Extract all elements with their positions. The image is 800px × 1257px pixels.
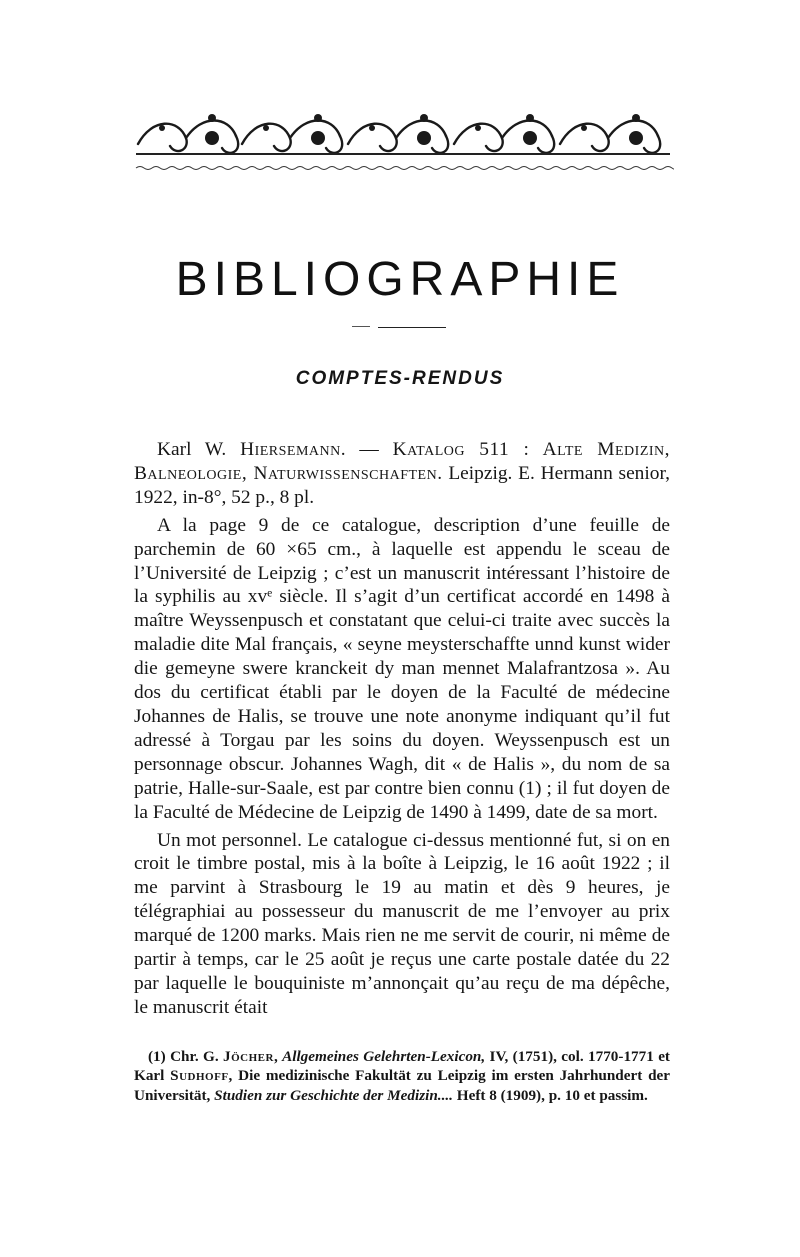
page-title: BIBLIOGRAPHIE bbox=[175, 253, 625, 306]
footnote-mid-1: IV, (1751), col. 1770-1771 et Karl bbox=[134, 1048, 670, 1085]
footnote-work-1: Allgemeines Gelehrten-Lexicon, bbox=[282, 1048, 486, 1065]
entry-catalog-title: Katalog 511 : Alte Medizin, Balneologie, Naturwissenschaften. bbox=[134, 439, 670, 484]
entry-imprint: Leipzig. E. Hermann senior, 1922, in-8°, 52 p., 8 pl. bbox=[134, 462, 670, 508]
entry-dash: . — bbox=[340, 439, 393, 460]
footnote-1 bbox=[134, 1047, 670, 1105]
decorative-headpiece-ornament bbox=[132, 108, 674, 172]
footnote-prefix: (1) Chr. G. bbox=[148, 1048, 223, 1065]
footnote-work-2: Studien zur Geschichte der Medizin.... bbox=[214, 1086, 453, 1104]
paragraph-description: A la page 9 de ce catalogue, description d’une feuille de parchemin de 60 ×65 cm., à laquelle est appendu le sceau de l’Université de Leipzig ; c’est un manuscrit intéressant l’histoire de la syphilis au xvᵉ siècle. Il s’agit d’un certificat accordé en 1498 à maître Weyssenpusch et constatant que celui-ci traite avec succès la maladie dite Mal français, « seyne meysterschaffte unnd kunst wider die gemeyne swere kranckeit dy man mennet Malafrantzosa ». Au dos du certificat établi par le doyen de la Faculté de médecine Johannes de Halis, se trouve une note anonyme indiquant qu’il fut adressé à Torgau par les soins du doyen. Weyssenpusch est un personnage obscur. Johannes Wagh, dit « de Halis », du nom de sa patrie, Halle-sur-Saale, est par contre bien connu (1) ; il fut doyen de la Faculté de Médecine de Leipzig de 1490 à 1499, date de sa mort. bbox=[134, 514, 670, 823]
paragraph-personal-note: Un mot personnel. Le catalogue ci-dessus mentionné fut, si on en croit le timbre postal, mis à la boîte à Leipzig, le 16 août 1922 ; il me parvint à Strasbourg le 19 au matin et dès 9 heures, je télégraphiai au possesseur du manuscrit de me l’envoyer au prix marqué de 1200 marks. Mais rien ne me servit de courir, ni même de partir à temps, car le 25 août je reçus une carte postale datée du 22 par laquelle le bouquiniste m’annonçait qu’au reçu de ma dépêche, le manuscrit était bbox=[134, 829, 670, 1018]
footnote-author-2: Sudhoff bbox=[170, 1067, 229, 1085]
section-heading: COMPTES-RENDUS bbox=[295, 368, 505, 389]
footnote-mid-2: , Die medizinische Fakultät zu Leipzig im ersten Jahrhundert der Universität, bbox=[134, 1067, 670, 1104]
title-rule bbox=[378, 327, 446, 328]
bibliographic-entry bbox=[134, 438, 670, 510]
entry-author-last: Hiersemann bbox=[240, 439, 341, 460]
footnote-suffix: Heft 8 (1909), p. 10 et passim. bbox=[452, 1086, 648, 1104]
footnote-sep-1: , bbox=[273, 1048, 283, 1065]
review-body bbox=[134, 438, 670, 1020]
footnote-block bbox=[134, 1047, 670, 1105]
footnote-author-1: Jöcher bbox=[223, 1048, 274, 1065]
entry-author-first: Karl W. bbox=[157, 439, 241, 460]
